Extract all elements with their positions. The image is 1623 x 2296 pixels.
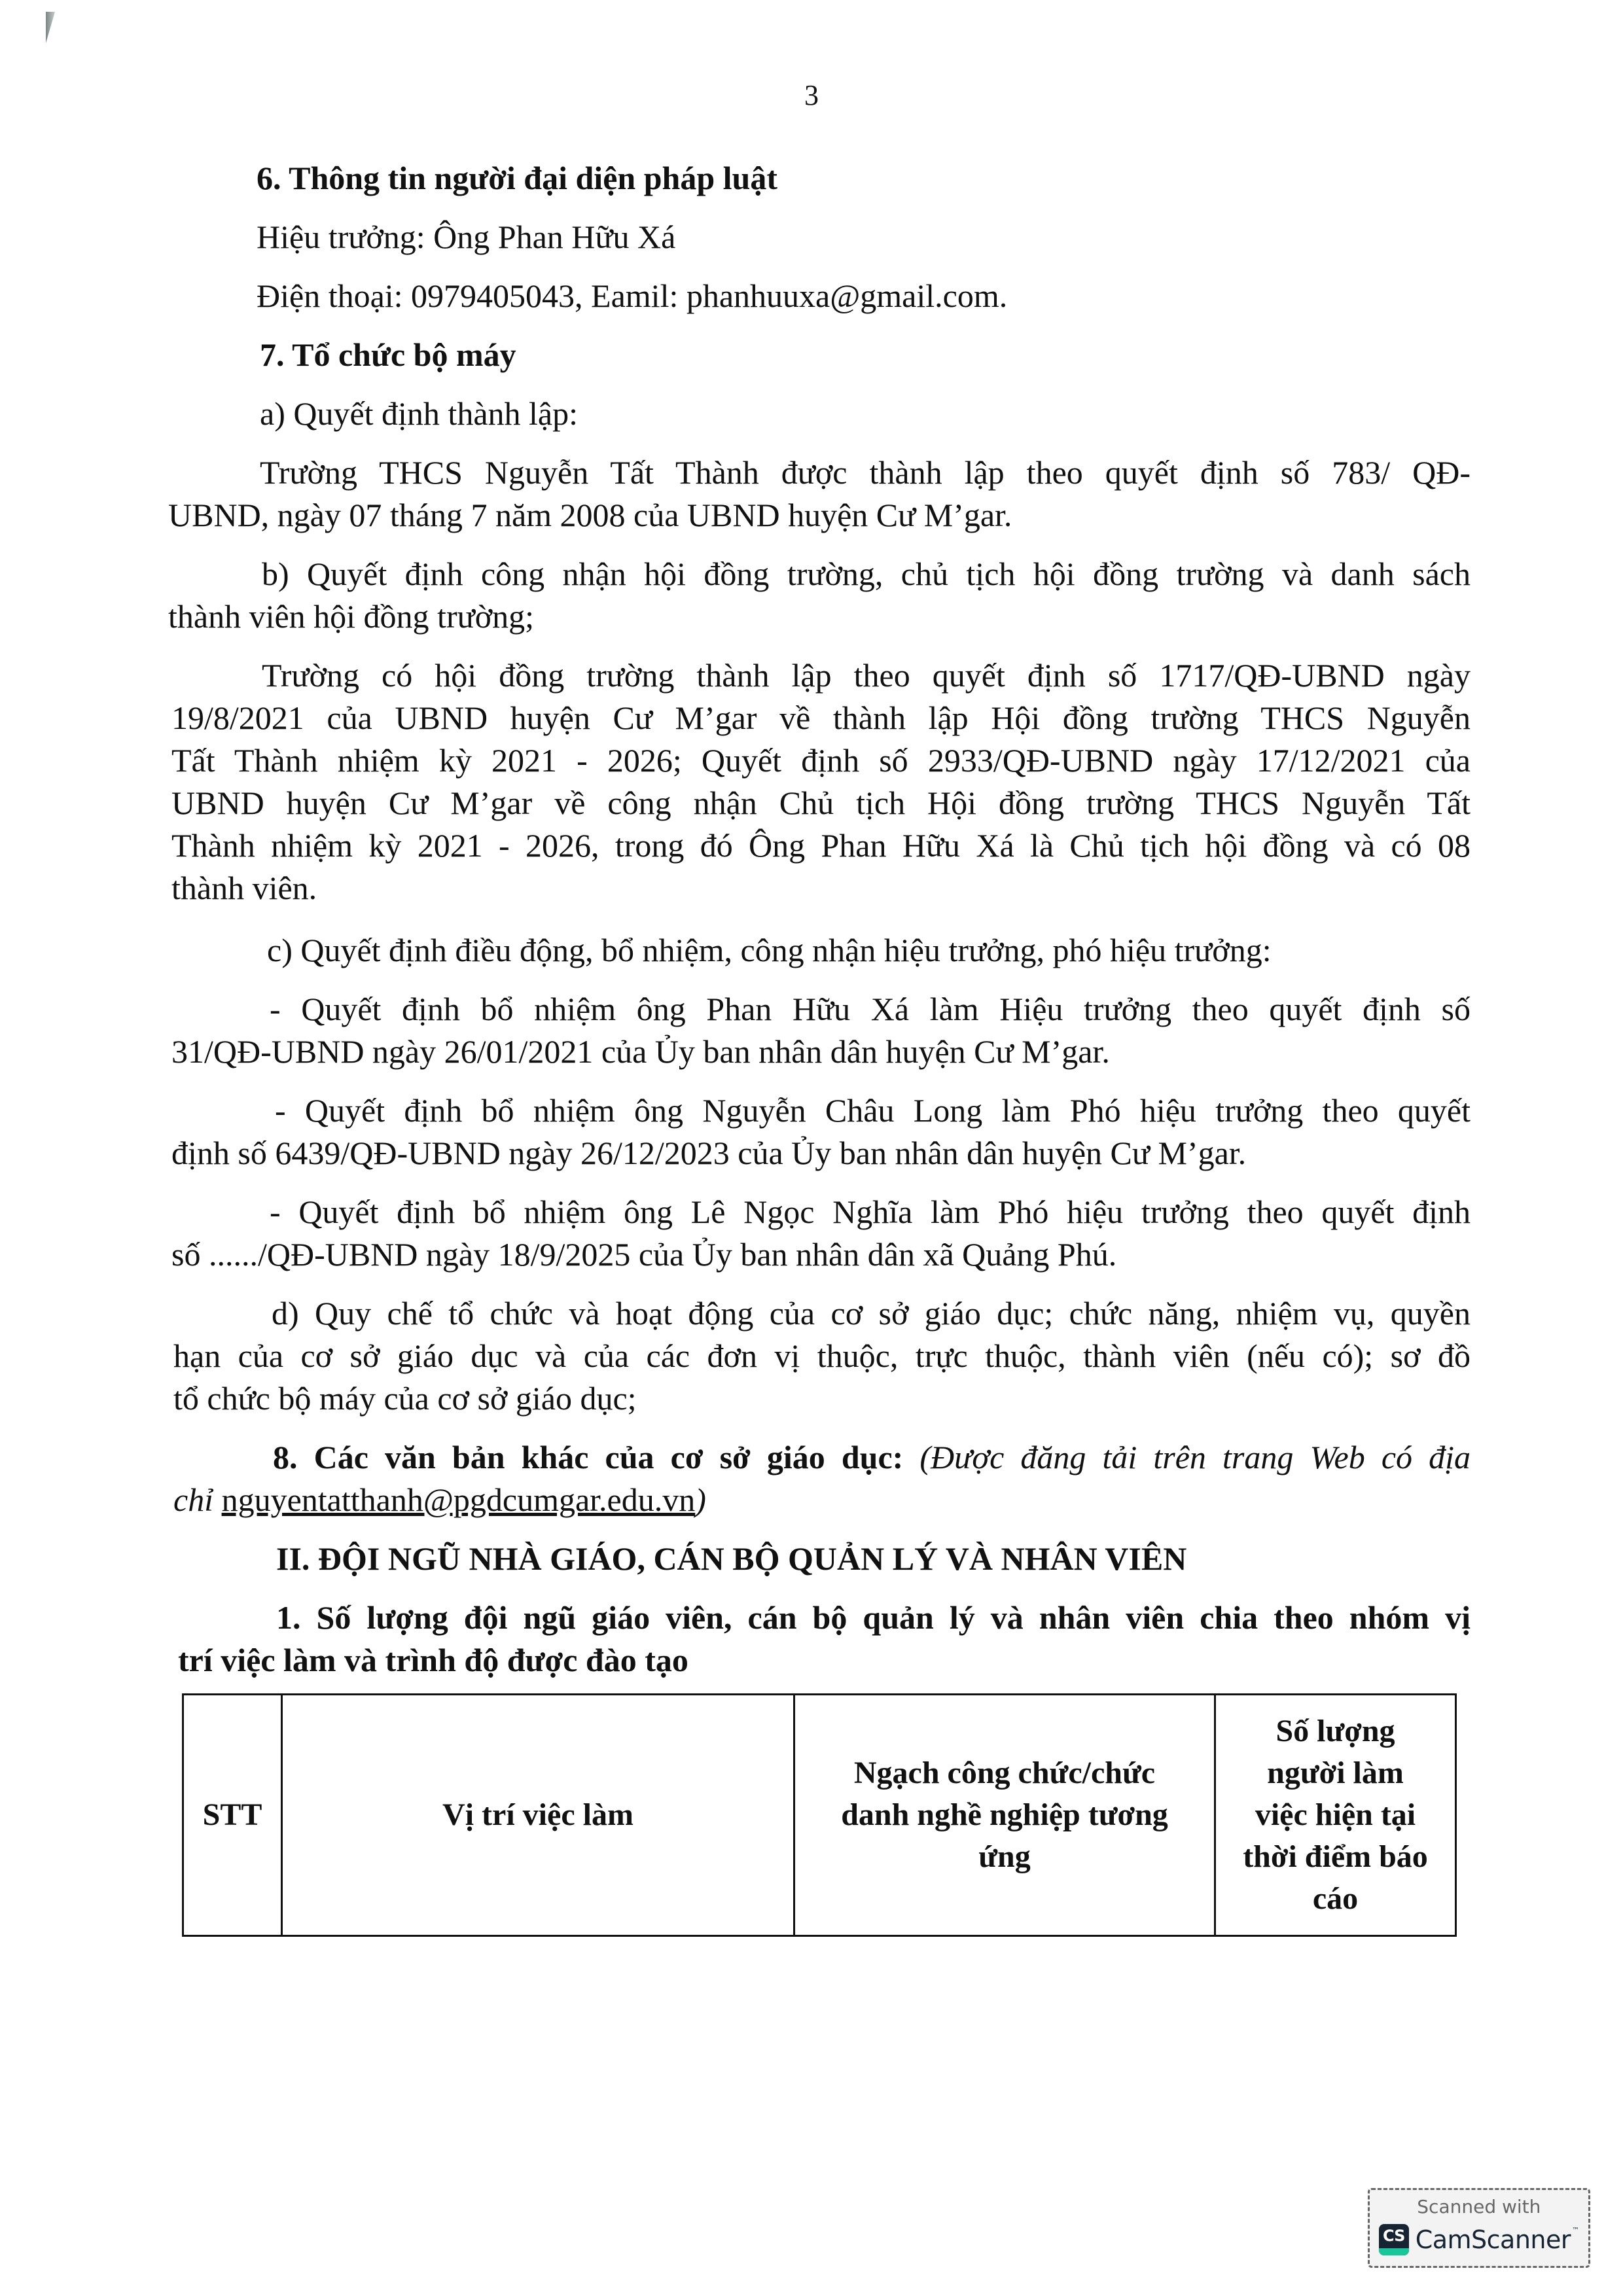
part2-heading: II. ĐỘI NGŨ NHÀ GIÁO, CÁN BỘ QUẢN LÝ VÀ NHÂN VIÊN bbox=[276, 1540, 1187, 1577]
header-count bbox=[1215, 1695, 1456, 1936]
section7b-title-line: b) Quyết định công nhận hội đồng trường, chủ tịch hội đồng trường và danh sách bbox=[262, 556, 1471, 592]
section8-note-end: ) bbox=[695, 1481, 706, 1518]
header-count-line: thời điểm báo bbox=[1243, 1839, 1428, 1874]
section7d-line: d) Quy chế tổ chức và hoạt động của cơ sở giáo dục; chức năng, nhiệm vụ, quyền bbox=[272, 1295, 1471, 1332]
website-link[interactable]: nguyentatthanh@pgdcumgar.edu.vn bbox=[221, 1481, 696, 1518]
header-count-line: việc hiện tại bbox=[1255, 1797, 1416, 1832]
part2-sub1-line: 1. Số lượng đội ngũ giáo viên, cán bộ quản lý và nhân viên chia theo nhóm vị bbox=[276, 1599, 1471, 1636]
section7b-body-line: Trường có hội đồng trường thành lập theo quyết định số 1717/QĐ-UBND ngày bbox=[262, 657, 1471, 694]
table-header-row bbox=[183, 1695, 1456, 1936]
header-rank bbox=[794, 1695, 1215, 1936]
appointment-item: 31/QĐ-UBND ngày 26/01/2021 của Ủy ban nhân dân huyện Cư M’gar. bbox=[171, 1033, 1110, 1070]
section8-note-start: (Được đăng tải trên trang Web có địa bbox=[919, 1439, 1471, 1475]
appointment-item: - Quyết định bổ nhiệm ông Nguyễn Châu Long làm Phó hiệu trưởng theo quyết bbox=[275, 1092, 1471, 1129]
section7b-title-line: thành viên hội đồng trường; bbox=[168, 598, 535, 635]
header-count-line: cáo bbox=[1312, 1881, 1359, 1916]
section7b-body-line: Thành nhiệm kỳ 2021 - 2026, trong đó Ông Phan Hữu Xá là Chủ tịch hội đồng và có 08 bbox=[171, 827, 1471, 864]
section7a-body-line: Trường THCS Nguyễn Tất Thành được thành lập theo quyết định số 783/ QĐ- bbox=[260, 454, 1471, 491]
appointment-item: - Quyết định bổ nhiệm ông Lê Ngọc Nghĩa làm Phó hiệu trưởng theo quyết định bbox=[270, 1193, 1471, 1230]
section7b-body-line: thành viên. bbox=[171, 870, 317, 906]
section7b-body-line: UBND huyện Cư M’gar về công nhận Chủ tịch Hội đồng trường THCS Nguyễn Tất bbox=[171, 785, 1471, 821]
section7b-body-line: Tất Thành nhiệm kỳ 2021 - 2026; Quyết định số 2933/QĐ-UBND ngày 17/12/2021 của bbox=[171, 742, 1471, 779]
appointment-item: - Quyết định bổ nhiệm ông Phan Hữu Xá làm Hiệu trưởng theo quyết định số bbox=[270, 991, 1471, 1027]
header-rank-line: danh nghề nghiệp tương bbox=[841, 1797, 1168, 1832]
section7b-body-line: 19/8/2021 của UBND huyện Cư M’gar về thành lập Hội đồng trường THCS Nguyễn bbox=[171, 699, 1471, 736]
appointment-item: số ....../QĐ-UBND ngày 18/9/2025 của Ủy ban nhân dân xã Quảng Phú. bbox=[171, 1236, 1117, 1273]
header-count-line: người làm bbox=[1267, 1756, 1404, 1790]
section7a-body-line: UBND, ngày 07 tháng 7 năm 2008 của UBND huyện Cư M’gar. bbox=[168, 497, 1012, 533]
section7-heading: 7. Tổ chức bộ máy bbox=[260, 336, 516, 373]
page-number: 3 bbox=[804, 79, 819, 111]
camscanner-watermark bbox=[1368, 2188, 1590, 2268]
camscanner-logo-text: CS bbox=[1383, 2227, 1405, 2245]
section8-line bbox=[273, 1436, 1471, 1478]
section8-heading: 8. Các văn bản khác của cơ sở giáo dục: bbox=[273, 1439, 904, 1475]
section8-address-line bbox=[173, 1479, 706, 1521]
principal-line: Hiệu trưởng: Ông Phan Hữu Xá bbox=[257, 219, 676, 255]
scanned-with-label: Scanned with bbox=[1417, 2196, 1541, 2217]
section7d-line: tổ chức bộ máy của cơ sở giáo dục; bbox=[173, 1380, 637, 1417]
section7a-title: a) Quyết định thành lập: bbox=[260, 395, 578, 432]
section6-heading: 6. Thông tin người đại diện pháp luật bbox=[257, 160, 777, 196]
scan-edge-mark bbox=[46, 12, 55, 43]
trademark-mark: ™ bbox=[1572, 2226, 1579, 2234]
camscanner-logo-icon bbox=[1379, 2224, 1409, 2255]
appointment-item: định số 6439/QĐ-UBND ngày 26/12/2023 của Ủy ban nhân dân huyện Cư M’gar. bbox=[171, 1135, 1247, 1171]
section7c-title: c) Quyết định điều động, bổ nhiệm, công nhận hiệu trưởng, phó hiệu trưởng: bbox=[267, 932, 1272, 968]
camscanner-brand: CamScanner bbox=[1415, 2225, 1571, 2254]
section8-note-chi: chỉ bbox=[173, 1481, 214, 1518]
header-position: Vị trí việc làm bbox=[282, 1695, 794, 1936]
header-count-line: Số lượng bbox=[1275, 1714, 1395, 1748]
header-rank-line: ứng bbox=[978, 1839, 1031, 1874]
camscanner-logo-bar bbox=[1379, 2248, 1409, 2255]
staff-table bbox=[182, 1693, 1457, 1937]
section7d-line: hạn của cơ sở giáo dục và của các đơn vị thuộc, trực thuộc, thành viên (nếu có); sơ đồ bbox=[173, 1337, 1471, 1374]
contact-line: Điện thoại: 0979405043, Eamil: phanhuuxa@gmail.com. bbox=[257, 277, 1008, 314]
camscanner-brand-row bbox=[1379, 2224, 1579, 2255]
header-stt: STT bbox=[183, 1695, 282, 1936]
part2-sub1-line: trí việc làm và trình độ được đào tạo bbox=[178, 1642, 688, 1678]
header-rank-line: Ngạch công chức/chức bbox=[853, 1756, 1156, 1790]
